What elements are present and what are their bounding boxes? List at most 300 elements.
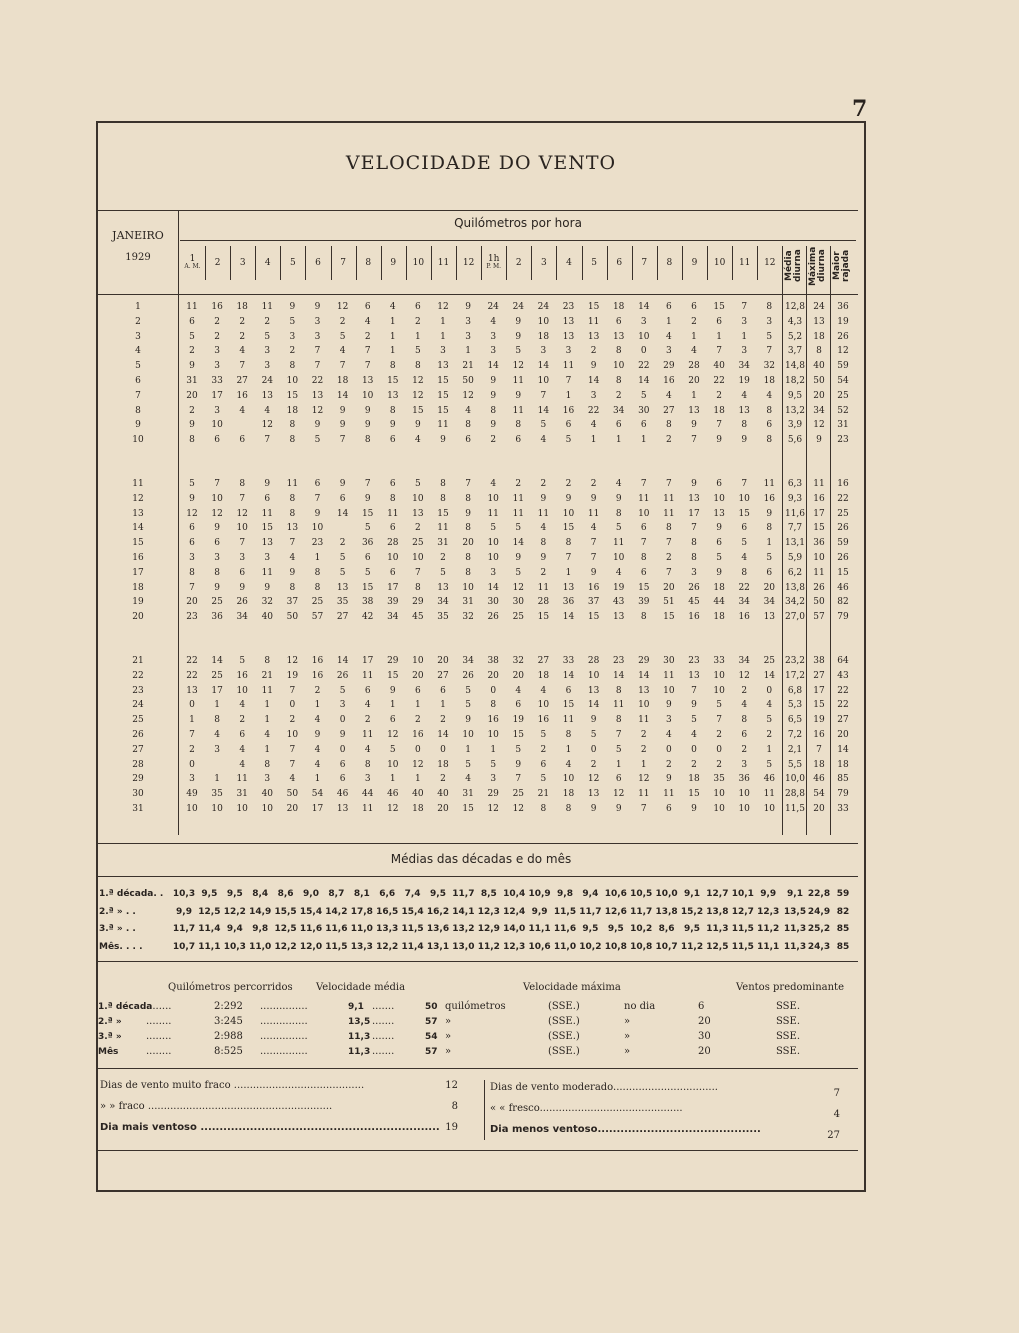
cell-value: 7 [691, 523, 697, 534]
cell-value: 14 [638, 670, 650, 681]
cell-value: 4 [465, 405, 471, 416]
cell-value: 23 [837, 435, 849, 446]
cell-value: 46 [813, 774, 825, 785]
cell-value: 1 [189, 715, 195, 726]
cell-value: 34 [612, 405, 625, 416]
page-number: 7 [852, 96, 868, 122]
cell-value: 19 [286, 670, 299, 681]
dia-label: » [624, 1031, 631, 1042]
cell-value: 7,7 [787, 523, 803, 534]
day-number: 4 [135, 346, 141, 357]
cell-value: 3 [640, 316, 647, 327]
cell-value: 20 [186, 597, 198, 608]
day-number: 7 [135, 390, 141, 401]
title-rule [98, 210, 858, 211]
cell-value: 6 [364, 685, 371, 696]
cell-value: 3 [214, 744, 220, 755]
cell-value: 7 [716, 420, 722, 431]
cell-value: 8 [389, 493, 396, 504]
cell-value: 1 [666, 316, 672, 327]
unit-label: » [445, 1046, 452, 1057]
cell-value: 5 [766, 759, 773, 770]
cell-value: 9 [666, 774, 672, 785]
page-title: VELOCIDADE DO VENTO [345, 152, 617, 174]
cell-value: 4 [289, 774, 296, 785]
cell-value: 26 [236, 597, 248, 608]
cell-value: 6 [766, 567, 773, 578]
cell-value: 15 [587, 302, 600, 312]
cell-value: 10 [663, 685, 675, 696]
cell-value: 5 [766, 331, 773, 342]
cell-value: 15 [261, 523, 274, 534]
cell-value: 4 [239, 405, 246, 416]
decade-value: 13,8 [655, 906, 678, 917]
cell-value: 6 [364, 553, 371, 563]
cell-value: 9 [264, 582, 271, 593]
max-value: 57 [425, 1017, 438, 1027]
cell-value: 7 [640, 479, 647, 489]
bottom-rule [98, 1150, 858, 1151]
cell-value: 6,2 [787, 567, 803, 578]
cell-value: 6 [716, 538, 722, 549]
cell-value: 1 [465, 346, 471, 357]
cell-value: 8 [314, 567, 321, 578]
cell-value: 7 [741, 479, 748, 489]
cell-value: 9 [189, 361, 195, 372]
cell-value: 15 [387, 376, 399, 386]
cell-value: 11 [638, 789, 650, 800]
cell-value: 1 [264, 744, 271, 755]
decade-value: 12,2 [223, 906, 246, 917]
summary-row [0, 999, 1019, 1015]
cell-value: 4 [565, 759, 572, 770]
hour-header [557, 246, 582, 280]
hour-header-label: 6 [315, 258, 321, 268]
cell-value: 5 [766, 715, 773, 726]
hour-header [205, 246, 230, 280]
cell-value: 10 [311, 523, 324, 534]
cell-value: 14 [487, 361, 499, 372]
cell-value: 6 [666, 804, 672, 814]
cell-value: 35 [211, 789, 223, 800]
cell-value: 7 [189, 582, 195, 593]
cell-value: 9 [214, 582, 220, 593]
cell-value: 3 [741, 346, 748, 357]
cell-value: 7 [364, 479, 371, 489]
cell-value: 27 [336, 612, 349, 623]
cell-value: 18 [713, 612, 725, 623]
cell-value: 5 [239, 656, 246, 666]
decade-value: 10,2 [630, 924, 653, 934]
cell-value: 3 [766, 316, 773, 327]
cell-value: 5 [314, 435, 321, 446]
cell-value: 1 [389, 700, 396, 711]
cell-value: 13 [713, 508, 725, 519]
cell-value: 3 [314, 331, 321, 342]
cell-value: 3 [440, 346, 446, 357]
decade-value: 9,5 [430, 889, 446, 899]
cell-value: 6 [339, 774, 346, 785]
hour-header [682, 246, 707, 280]
cell-value: 50 [286, 789, 299, 800]
decades-title: Médias das décadas e do mês [390, 852, 572, 866]
cell-value: 16 [738, 612, 750, 623]
cell-value: 6 [239, 567, 246, 578]
cell-value: 10 [537, 700, 550, 711]
cell-value: 20 [487, 670, 499, 681]
cell-value: 14 [638, 376, 650, 386]
cell-value: 26 [837, 553, 849, 563]
hour-header [356, 246, 381, 280]
decade-value: 9,5 [226, 889, 243, 899]
cell-value: 30 [638, 405, 650, 416]
cell-value: 2 [741, 744, 748, 755]
cell-value: 33 [837, 804, 849, 814]
cell-value: 4 [741, 553, 748, 563]
cell-value: 9 [339, 730, 346, 740]
cell-value: 9 [364, 493, 371, 504]
cell-value: 8 [289, 420, 296, 431]
cell-value: 1 [415, 774, 421, 785]
cell-value: 16 [311, 656, 324, 666]
cell-value: 10 [462, 730, 474, 740]
cell-value: 13 [562, 582, 575, 593]
cell-value: 9 [766, 508, 773, 519]
decade-value: 85 [836, 924, 850, 934]
cell-value: 8 [465, 420, 471, 431]
predominant-value: SSE. [776, 1046, 801, 1057]
cell-value: 11 [763, 479, 776, 489]
leader-dots: ........ [146, 1001, 172, 1012]
cell-value: 3 [189, 774, 195, 785]
table-row [0, 698, 1019, 712]
cell-value: 2 [691, 759, 697, 770]
cell-value: 7 [540, 390, 547, 401]
cell-value: 9 [239, 582, 246, 593]
hour-header-label: 7 [340, 258, 346, 268]
cell-value: 14,8 [784, 361, 806, 372]
cell-value: 10 [638, 508, 650, 519]
cell-value: 10 [211, 420, 223, 431]
footer-label: Dias de vento muito fraco ......................................... [100, 1080, 365, 1091]
cell-value: 9 [515, 390, 522, 401]
cell-value: 1 [440, 700, 446, 711]
day-number: 18 [132, 582, 144, 593]
decade-value: 8,5 [480, 889, 497, 899]
cell-value: 1 [640, 759, 647, 770]
cell-value: 25 [311, 597, 324, 608]
cell-value: 7 [615, 730, 622, 740]
cell-value: 1 [415, 700, 421, 711]
decade-value: 14,2 [325, 906, 348, 917]
cell-value: 29 [487, 789, 499, 800]
cell-value: 3 [214, 405, 220, 416]
cell-value: 10 [387, 553, 399, 563]
cell-value: 6 [339, 493, 346, 504]
cell-value: 3 [314, 316, 321, 327]
cell-value: 25 [512, 789, 525, 800]
cell-value: 26 [462, 670, 474, 681]
cell-value: 12 [211, 508, 223, 519]
cell-value: 2 [490, 435, 497, 446]
cell-value: 13 [286, 523, 299, 534]
cell-value: 9 [314, 508, 321, 519]
day-number: 31 [132, 804, 144, 814]
cell-value: 11 [261, 567, 274, 578]
cell-value: 15 [412, 405, 424, 416]
cell-value: 9 [691, 804, 697, 814]
cell-value: 13 [437, 582, 449, 593]
cell-value: 13 [261, 390, 274, 401]
day-number: 22 [132, 670, 144, 681]
cell-value: 5 [515, 346, 522, 357]
cell-value: 50 [286, 612, 299, 623]
decade-row [0, 887, 1019, 902]
decade-label: 1.ª década. . [99, 889, 164, 899]
cell-value: 7 [339, 435, 346, 446]
cell-value: 4 [415, 435, 421, 446]
cell-value: 4 [314, 715, 321, 726]
day-number: 16 [132, 553, 144, 563]
table-row [0, 300, 1019, 314]
day-number: 12 [132, 493, 144, 504]
cell-value: 17 [361, 656, 374, 666]
table-row [0, 551, 1019, 565]
cell-value: 0 [766, 685, 773, 696]
cell-value: 15 [638, 582, 650, 593]
decade-value: 59 [836, 889, 850, 899]
cell-value: 12 [261, 420, 274, 431]
cell-value: 5 [339, 567, 346, 578]
cell-value: 13 [412, 508, 424, 519]
table-row [0, 787, 1019, 801]
cell-value: 2 [766, 730, 773, 740]
cell-value: 8 [389, 361, 396, 372]
cell-value: 33 [562, 656, 575, 666]
cell-value: 7 [565, 376, 572, 386]
cell-value: 12 [336, 302, 349, 312]
cell-value: 7 [565, 553, 572, 563]
decade-value: 11,7 [630, 906, 653, 917]
dia-value: 20 [698, 1016, 711, 1027]
cell-value: 3 [339, 700, 346, 711]
cell-value: 9 [314, 730, 321, 740]
cell-value: 1 [415, 331, 421, 342]
decade-value: 9,9 [760, 889, 777, 899]
cell-value: 20 [663, 582, 675, 593]
decade-value: 15,2 [680, 906, 704, 917]
cell-value: 7,2 [787, 730, 803, 740]
cell-value: 20 [763, 582, 776, 593]
cell-value: 11 [361, 670, 374, 681]
cell-value: 5 [364, 523, 371, 534]
cell-value: 8 [691, 538, 697, 549]
day-number: 26 [132, 730, 144, 740]
cell-value: 59 [837, 538, 849, 549]
cell-value: 13 [587, 789, 600, 800]
cell-value: 10 [412, 656, 424, 666]
decade-value: 11,5 [401, 924, 424, 934]
cell-value: 38 [361, 597, 374, 608]
cell-value: 18 [813, 331, 825, 342]
cell-value: 5 [540, 420, 547, 431]
cell-value: 1 [490, 744, 497, 755]
day-number: 25 [132, 715, 144, 726]
cell-value: 4 [339, 346, 346, 357]
hour-header-label: 11 [437, 258, 450, 268]
cell-value: 9 [289, 567, 296, 578]
hour-header [707, 246, 732, 280]
cell-value: 1 [615, 435, 622, 446]
footer-label: Dia mais ventoso ............................................................... [100, 1122, 440, 1133]
cell-value: 32 [763, 361, 776, 372]
cell-value: 7 [289, 538, 296, 549]
cell-value: 50 [462, 376, 474, 386]
cell-value: 25 [512, 612, 525, 623]
cell-value: 6 [615, 420, 622, 431]
cell-value: 6 [239, 730, 246, 740]
cell-value: 8 [314, 582, 321, 593]
cell-value: 9 [590, 804, 597, 814]
cell-value: 1 [389, 346, 396, 357]
cell-value: 5 [565, 435, 572, 446]
cell-value: 8 [364, 435, 371, 446]
cell-value: 16 [688, 612, 700, 623]
cell-value: 6 [565, 420, 572, 431]
decade-value: 6,6 [379, 889, 396, 899]
hour-header [406, 246, 431, 280]
decade-value: 10,8 [630, 941, 653, 952]
table-row [0, 758, 1019, 772]
cell-value: 9 [691, 479, 697, 489]
hour-header-label: 8 [365, 258, 372, 268]
decade-value: 11,2 [757, 924, 780, 934]
decade-value: 11,0 [553, 941, 577, 952]
cell-value: 2 [415, 715, 421, 726]
cell-value: 20 [286, 804, 299, 814]
day-number: 27 [132, 744, 144, 755]
cell-value: 13 [587, 685, 600, 696]
cell-value: 1 [264, 700, 271, 711]
cell-value: 8 [540, 804, 547, 814]
decade-value: 8,4 [252, 889, 269, 899]
cell-value: 10 [487, 493, 499, 504]
cell-value: 5 [590, 730, 597, 740]
decade-label: 3.ª » . . [99, 924, 136, 934]
hour-header [757, 246, 782, 280]
table-row [0, 802, 1019, 816]
hour-header-label: 1 [189, 254, 196, 264]
cell-value: 13 [387, 390, 399, 401]
leader-dots: ....... [372, 1046, 395, 1057]
cell-value: 2 [540, 744, 547, 755]
cell-value: 3 [490, 774, 497, 785]
decade-value: 10,9 [528, 889, 551, 899]
cell-value: 4 [691, 346, 697, 357]
cell-value: 10 [261, 804, 274, 814]
cell-value: 14 [612, 670, 625, 681]
cell-value: 1 [590, 435, 597, 446]
leader-dots: ............... [260, 1001, 308, 1012]
cell-value: 12 [487, 804, 499, 814]
hour-header [381, 246, 406, 280]
cell-value: 14 [336, 508, 349, 519]
hour-header [230, 246, 255, 280]
hour-header [632, 246, 657, 280]
cell-value: 4 [540, 685, 547, 696]
decade-value: 9,4 [226, 924, 243, 934]
decade-value: 11,0 [249, 941, 272, 952]
decade-value: 12,6 [604, 906, 627, 917]
table-row [0, 477, 1019, 491]
cell-value: 0 [289, 700, 296, 711]
cell-value: 25 [763, 656, 776, 666]
cell-value: 4 [590, 523, 597, 534]
hour-header-label: 5 [591, 258, 597, 268]
decade-value: 10,8 [604, 941, 627, 952]
cell-value: 13 [437, 361, 449, 372]
cell-value: 6 [314, 479, 321, 489]
decade-value: 13,2 [452, 924, 475, 934]
cell-value: 6 [515, 435, 522, 446]
hour-header-label: 4 [566, 258, 572, 268]
cell-value: 34 [763, 597, 776, 608]
cell-value: 13 [186, 685, 198, 696]
cell-value: 44 [361, 789, 374, 800]
cell-value: 11 [813, 567, 825, 578]
leader-dots: ............... [260, 1046, 308, 1057]
cell-value: 7 [239, 493, 246, 504]
cell-value: 8 [640, 612, 647, 623]
cell-value: 1 [440, 331, 446, 342]
header-media: Velocidade média [316, 982, 406, 993]
decade-value: 16,5 [376, 906, 399, 917]
cell-value: 5 [515, 523, 522, 534]
cell-value: 4 [540, 523, 547, 534]
cell-value: 34 [813, 405, 825, 416]
cell-value: 8 [440, 493, 446, 504]
cell-value: 10 [537, 376, 550, 386]
cell-value: 13 [261, 538, 274, 549]
hour-header [255, 246, 280, 280]
cell-value: 0 [339, 744, 346, 755]
hour-header-label: 1h [487, 254, 500, 264]
predominant-value: SSE. [776, 1031, 801, 1042]
cell-value: 6 [264, 493, 271, 504]
cell-value: 11 [437, 420, 449, 431]
cell-value: 9 [490, 420, 497, 431]
cell-value: 15 [437, 508, 449, 519]
cell-value: 10 [612, 361, 625, 372]
cell-value: 7 [314, 346, 321, 357]
hour-header-label: 3 [239, 258, 246, 268]
cell-value: 9 [440, 435, 446, 446]
cell-value: 4 [515, 685, 522, 696]
cell-value: 7 [189, 730, 195, 740]
decade-value: 11,5 [731, 941, 754, 952]
decade-value: 15,4 [299, 906, 323, 917]
cell-value: 12 [738, 670, 750, 681]
cell-value: 36 [562, 597, 575, 608]
cell-value: 11 [587, 316, 600, 327]
pm-label: P. M. [486, 263, 502, 270]
cell-value: 4 [239, 346, 246, 357]
cell-value: 11,6 [784, 508, 806, 519]
dia-value: 6 [698, 1001, 705, 1012]
decade-value: 10,4 [503, 889, 526, 899]
cell-value: 10 [713, 670, 725, 681]
decade-value: 13,3 [376, 924, 399, 934]
